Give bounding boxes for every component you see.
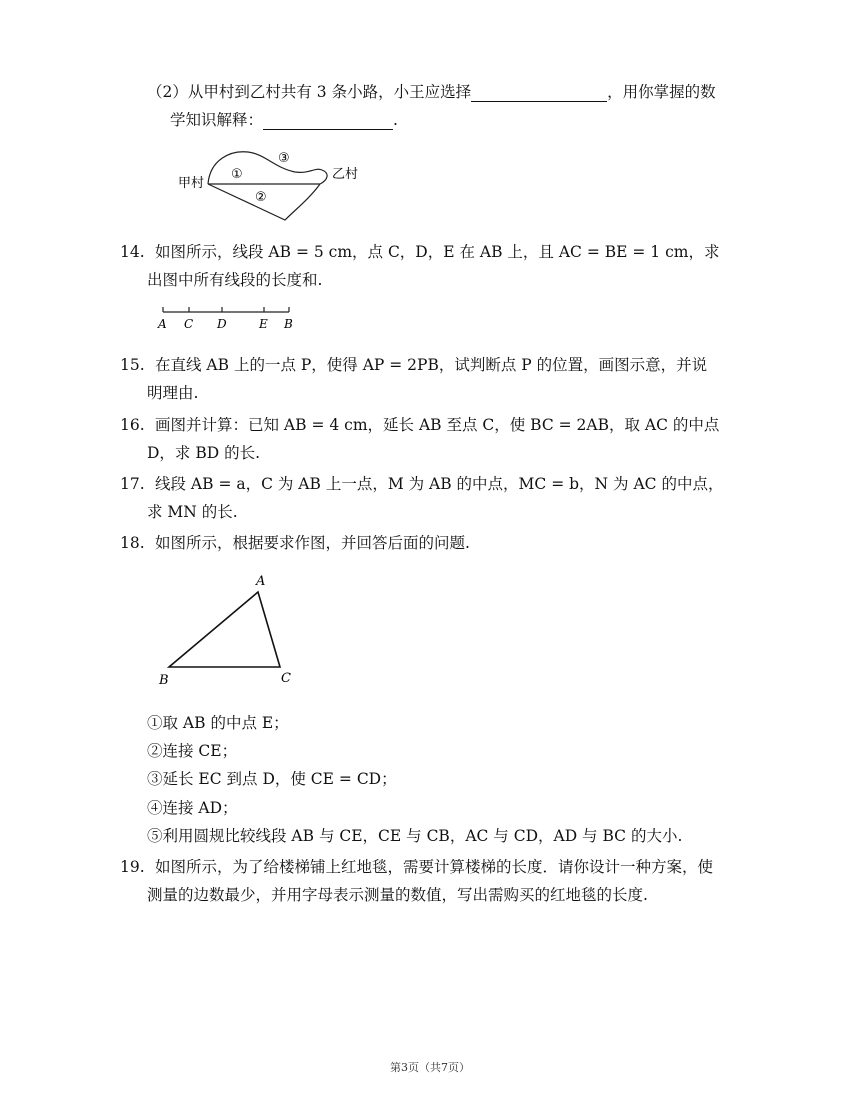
vertex-c-label: C xyxy=(281,671,291,686)
vertex-b-label: B xyxy=(159,673,169,688)
triangle-figure xyxy=(155,570,305,690)
q15-number: 15. xyxy=(120,356,145,374)
q13-part2-line2 xyxy=(170,110,398,130)
path-1-label: ① xyxy=(231,167,243,182)
label-a: A xyxy=(158,317,167,331)
q15-line2: 明理由. xyxy=(147,384,199,402)
q18-step-3: ③延长 EC 到点 D，使 CE = CD； xyxy=(147,770,397,788)
path-2-label: ② xyxy=(255,190,267,205)
q13-part2-line2-prefix: 学知识解释： xyxy=(170,111,264,129)
vertex-a-label: A xyxy=(256,574,266,589)
segment-figure xyxy=(155,302,300,334)
village-jia-label: 甲村 xyxy=(178,176,205,191)
label-b: B xyxy=(284,317,293,331)
q18-number: 18. xyxy=(120,534,145,552)
q14-line2: 出图中所有线段的长度和. xyxy=(147,271,323,289)
q18-step-4: ④连接 AD； xyxy=(147,799,238,817)
q14-line1: 如图所示，线段 AB = 5 cm，点 C，D，E 在 AB 上，且 AC = BE = 1 cm，求 xyxy=(155,243,720,261)
q13-part2-middle: ，用你掌握的数 xyxy=(607,83,716,101)
answer-blank-1[interactable] xyxy=(471,85,607,102)
path-3-label: ③ xyxy=(278,151,290,166)
q16-line2: D，求 BD 的长. xyxy=(147,444,261,462)
q18-line1: 如图所示，根据要求作图，并回答后面的问题. xyxy=(155,534,470,552)
q17-line2: 求 MN 的长. xyxy=(147,503,238,521)
q13-part2-line2-suffix: . xyxy=(393,111,398,129)
label-e: E xyxy=(259,317,268,331)
q17-number: 17. xyxy=(120,475,145,493)
q16-number: 16. xyxy=(120,416,145,434)
q14-number: 14. xyxy=(120,243,145,261)
q15-line1: 在直线 AB 上的一点 P，使得 AP = 2PB，试判断点 P 的位置，画图示意，并说 xyxy=(155,356,708,374)
q19-number: 19. xyxy=(120,858,145,876)
q18-step-1: ①取 AB 的中点 E； xyxy=(147,714,289,732)
answer-blank-2[interactable] xyxy=(263,113,393,130)
label-d: D xyxy=(217,317,227,331)
q13-part2-line1 xyxy=(147,82,716,102)
q16-line1: 画图并计算：已知 AB = 4 cm，延长 AB 至点 C，使 BC = 2AB，取 AC 的中点 xyxy=(155,416,720,434)
q18-step-2: ②连接 CE； xyxy=(147,742,238,760)
triangle-abc xyxy=(169,592,280,667)
q13-part2-prefix: （2）从甲村到乙村共有 3 条小路，小王应选择 xyxy=(147,83,472,101)
village-yi-label: 乙村 xyxy=(332,167,359,182)
path-1-3-curve xyxy=(208,152,327,184)
village-paths-figure xyxy=(170,140,370,230)
q19-line1: 如图所示，为了给楼梯铺上红地毯，需要计算楼梯的长度．请你设计一种方案，使 xyxy=(155,858,714,876)
page-footer: 第3页（共7页） xyxy=(390,1061,470,1074)
label-c: C xyxy=(184,317,194,331)
q18-step-5: ⑤利用圆规比较线段 AB 与 CE，CE 与 CB，AC 与 CD，AD 与 BC 的大小. xyxy=(147,827,683,845)
q19-line2: 测量的边数最少，并用字母表示测量的数值，写出需购买的红地毯的长度. xyxy=(147,886,648,904)
q17-line1: 线段 AB = a，C 为 AB 上一点，M 为 AB 的中点，MC = b，N 为 AC 的中点， xyxy=(155,475,724,493)
